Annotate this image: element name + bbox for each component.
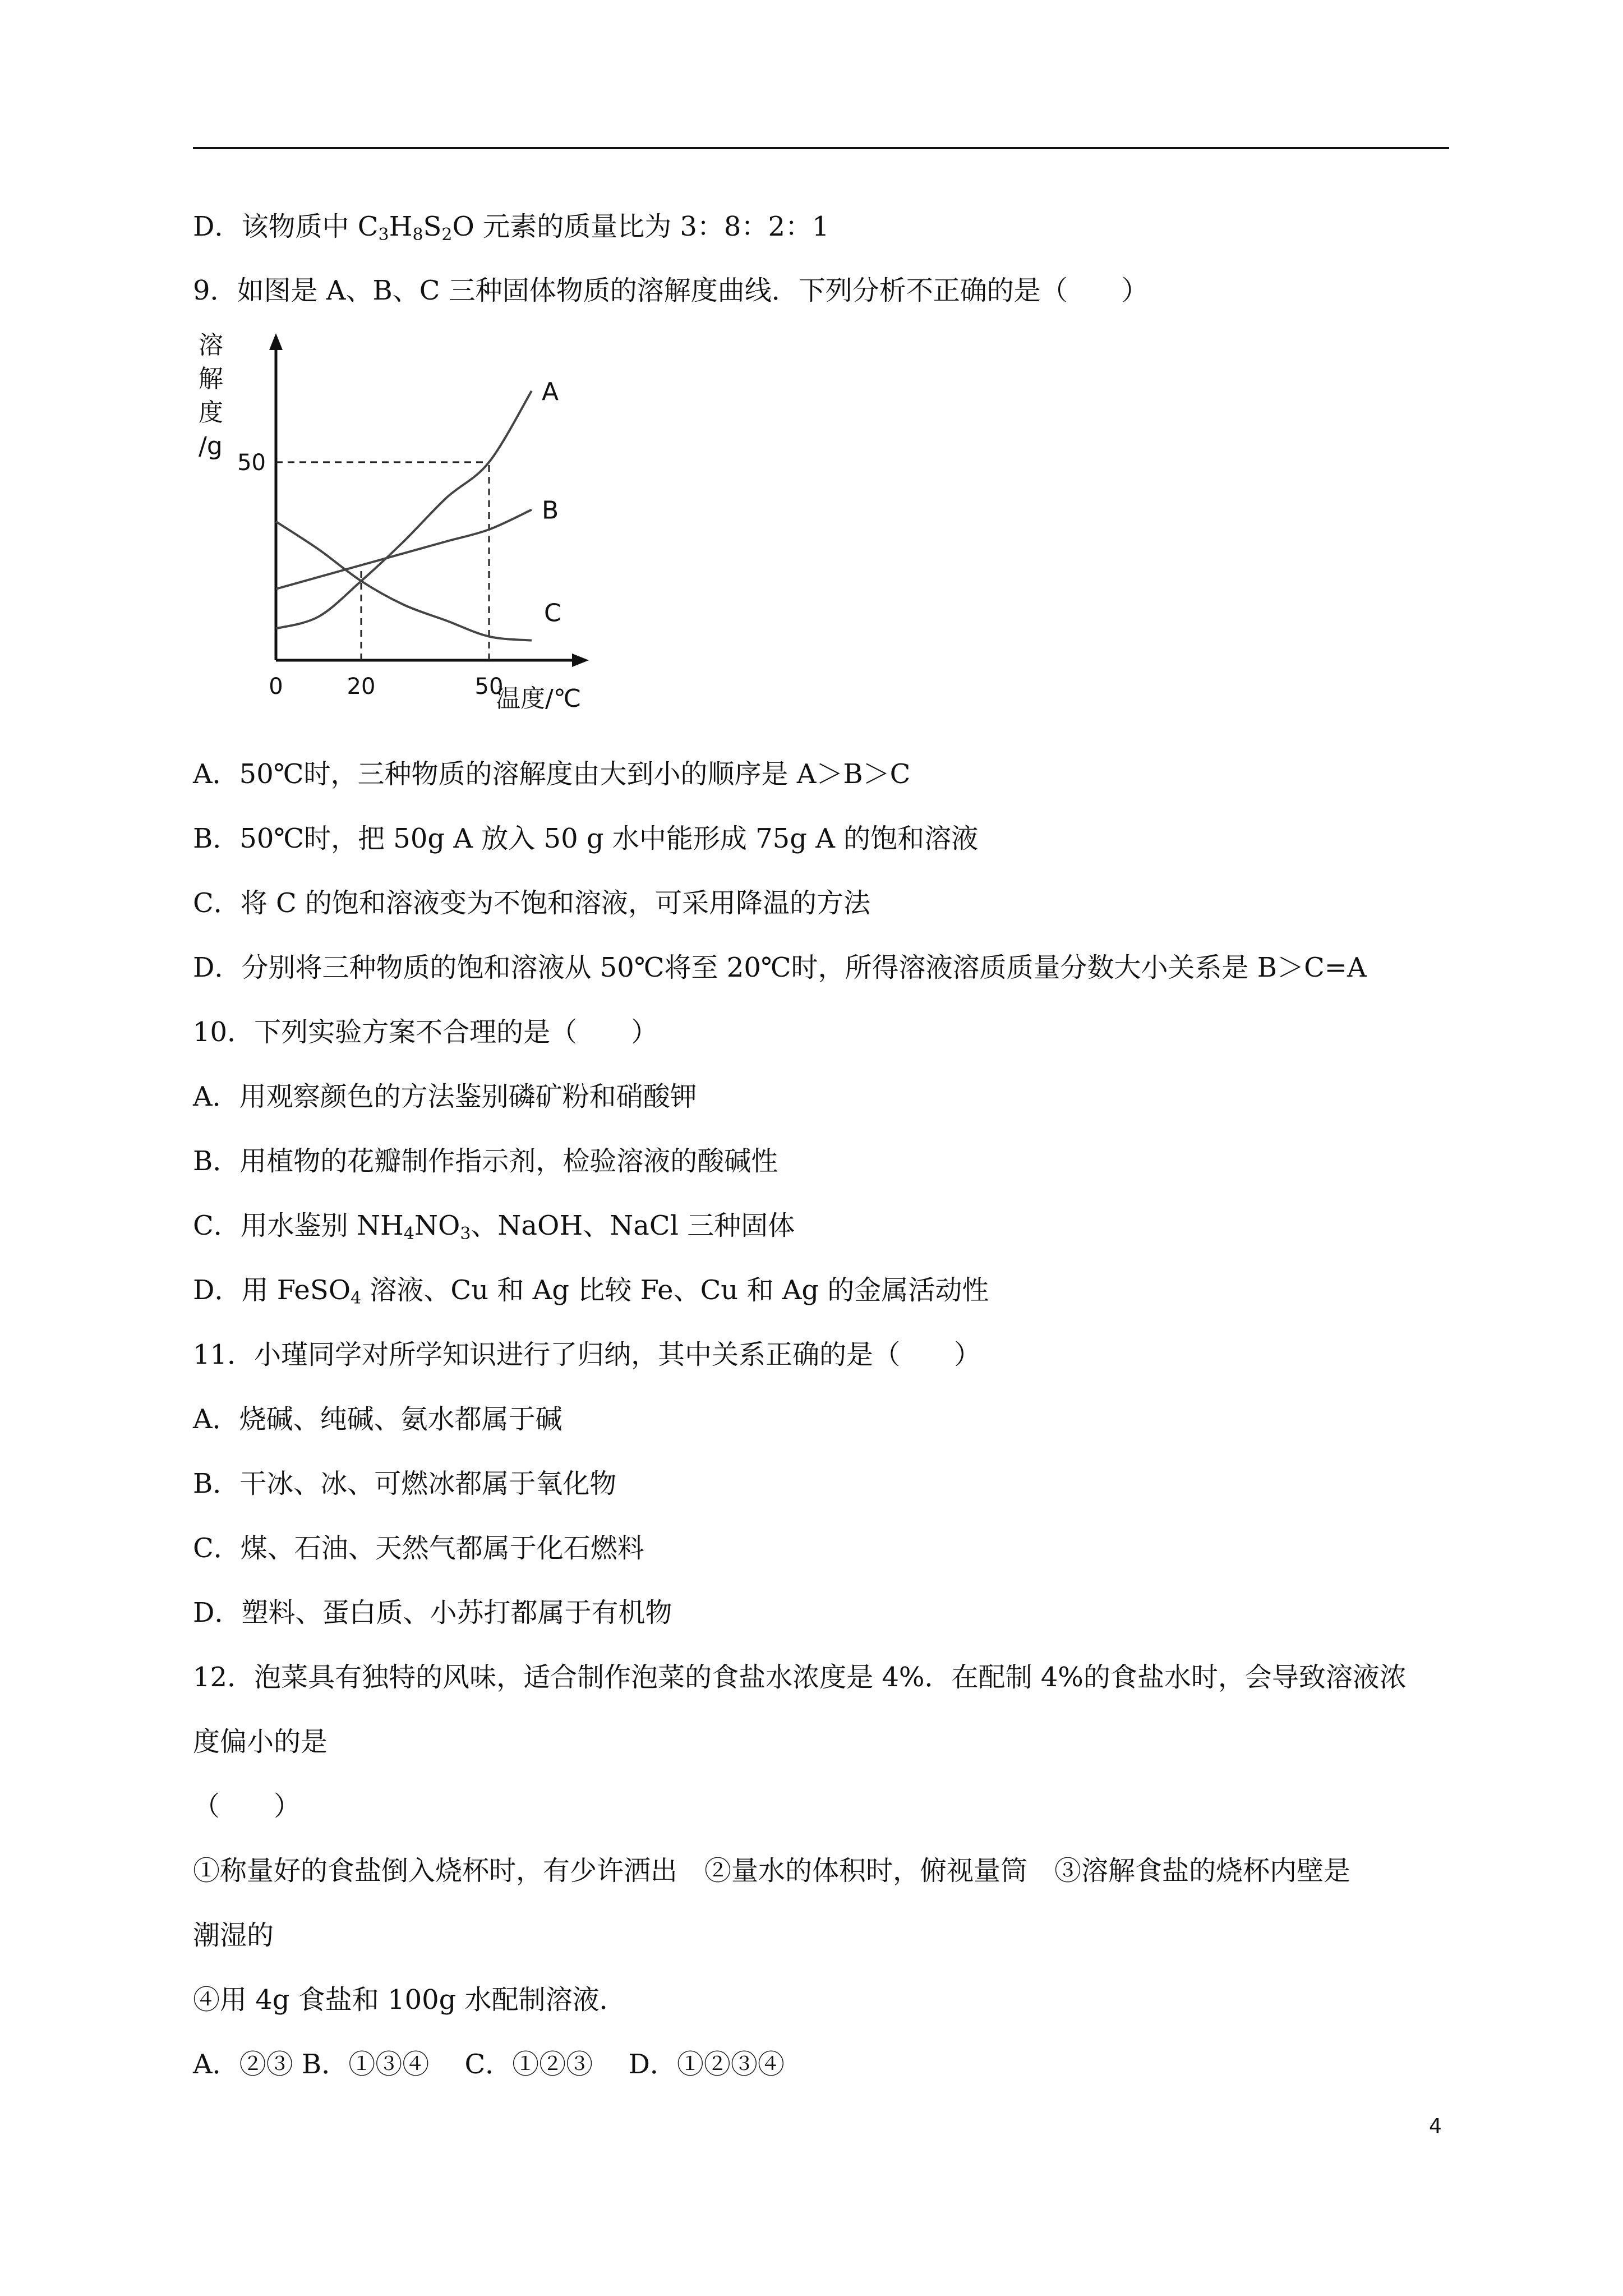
option-d-q8: D．该物质中 $C_3H_8S_2O$ 元素的质量比为 3：8：2：1 [193, 211, 829, 245]
curve-b [276, 510, 532, 589]
x-tick-label: 50 [474, 674, 504, 700]
page-number: 4 [1429, 2115, 1442, 2138]
question-12-line-5: ④用 4g 食盐和 100g 水配制溶液． [193, 1984, 626, 2016]
y-label-char-1: 溶 [199, 331, 223, 360]
question-12-options: A．②③ B．①③④ C．①②③ D．①②③④ [193, 2049, 785, 2080]
option-a-q9: A．50℃时，三种物质的溶解度由大到小的顺序是 A＞B＞C [193, 758, 911, 790]
solubility-curves [276, 378, 561, 641]
option-d-q9: D．分别将三种物质的饱和溶液从 50℃将至 20℃时，所得溶液溶质质量分数大小关系是 B＞C=A [193, 952, 1367, 983]
option-c-q10: C．用水鉴别 $NH_4NO_3$、NaOH、NaCl 三种固体 [193, 1210, 795, 1244]
question-12-line-2: 度偏小的是 [193, 1726, 328, 1757]
y-tick-label: 50 [237, 449, 266, 476]
x-axis-arrow [572, 654, 589, 667]
question-12-line-4: 潮湿的 [193, 1920, 274, 1951]
curve-c [276, 522, 532, 641]
y-axis-arrow [269, 333, 283, 350]
option-d-q11: D．塑料、蛋白质、小苏打都属于有机物 [193, 1597, 672, 1628]
x-tick-label: 20 [347, 674, 376, 700]
question-12-blank: （ ） [193, 1791, 301, 1822]
solubility-chart [193, 321, 615, 720]
x-axis-label: 温度/℃ [496, 684, 582, 713]
option-a-q10: A．用观察颜色的方法鉴别磷矿粉和硝酸钾 [193, 1081, 697, 1112]
curve-a [276, 391, 532, 629]
series-label-b: B [542, 496, 559, 525]
option-a-q11: A．烧碱、纯碱、氨水都属于碱 [193, 1404, 562, 1435]
question-10: 10．下列实验方案不合理的是（ ） [193, 1016, 658, 1048]
option-c-q9: C．将 C 的饱和溶液变为不饱和溶液，可采用降温的方法 [193, 887, 870, 919]
series-label-a: A [542, 377, 559, 406]
question-12-line-3: ①称量好的食盐倒入烧杯时，有少许洒出 ②量水的体积时，俯视量筒 ③溶解食盐的烧杯内壁是 [193, 1855, 1351, 1887]
x-tick-label: 0 [269, 674, 283, 700]
chart-labels [199, 331, 581, 713]
header-rule [193, 147, 1449, 149]
question-9: 9．如图是 A、B、C 三种固体物质的溶解度曲线．下列分析不正确的是（ ） [193, 275, 1149, 306]
series-label-c: C [544, 599, 561, 628]
option-b-q10: B．用植物的花瓣制作指示剂，检验溶液的酸碱性 [193, 1145, 778, 1177]
question-12-line-1: 12．泡菜具有独特的风味，适合制作泡菜的食盐水浓度是 4%．在配制 4%的食盐水时，会导致溶液浓 [193, 1662, 1407, 1693]
y-label-char-2: 解 [199, 365, 223, 393]
y-label-char-3: 度 [199, 398, 223, 427]
option-d-q10: D．用 FeSO$_4$ 溶液、Cu 和 Ag 比较 Fe、Cu 和 Ag 的金属活动性 [193, 1274, 989, 1308]
solubility-chart-svg [193, 321, 615, 720]
question-11: 11．小瑾同学对所学知识进行了归纳，其中关系正确的是（ ） [193, 1339, 981, 1370]
y-label-char-4: /g [199, 432, 223, 461]
option-b-q9: B．50℃时，把 50g A 放入 50 g 水中能形成 75g A 的饱和溶液 [193, 823, 979, 854]
option-b-q11: B．干冰、冰、可燃冰都属于氧化物 [193, 1468, 617, 1499]
option-c-q11: C．煤、石油、天然气都属于化石燃料 [193, 1533, 644, 1564]
